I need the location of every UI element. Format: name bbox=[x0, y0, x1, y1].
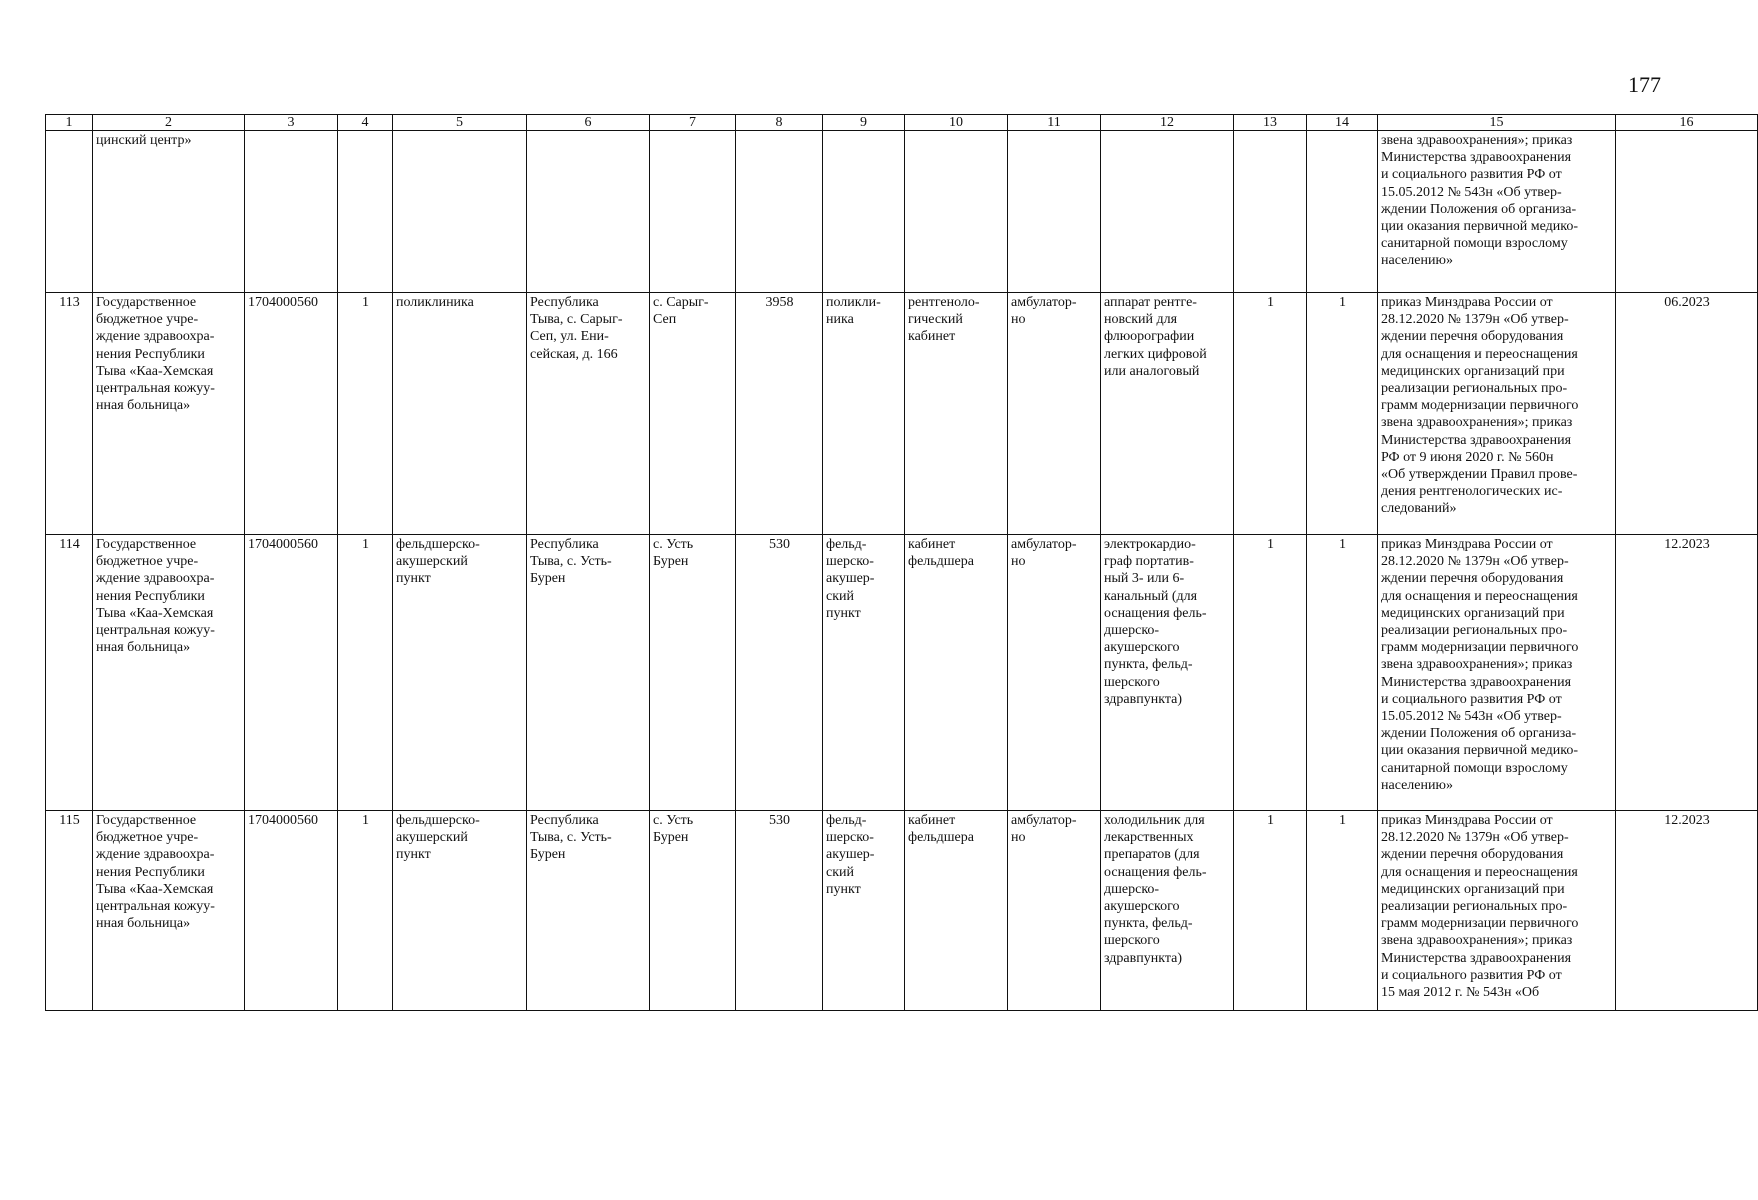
quantity-13 bbox=[1234, 131, 1307, 293]
address: Республика Тыва, с. Сарыг- Сеп, ул. Ени- сейская, д. 166 bbox=[527, 293, 650, 535]
care-form: амбулатор- но bbox=[1008, 811, 1101, 1011]
header-cell: 16 bbox=[1616, 115, 1758, 131]
header-cell: 13 bbox=[1234, 115, 1307, 131]
quantity-13: 1 bbox=[1234, 293, 1307, 535]
organization-name: Государственное бюджетное учре- ждение здравоохра- нения Республики Тыва «Каа-Хемская центральная кожуу- нная больница» bbox=[93, 293, 245, 535]
equipment-table bbox=[45, 114, 1758, 1011]
header-cell: 6 bbox=[527, 115, 650, 131]
equipment: аппарат рентге- новский для флюорографии легких цифровой или аналоговый bbox=[1101, 293, 1234, 535]
due-date bbox=[1616, 131, 1758, 293]
quantity-14: 1 bbox=[1307, 535, 1378, 811]
quantity-14 bbox=[1307, 131, 1378, 293]
organization-code: 1704000560 bbox=[245, 293, 338, 535]
quantity-14: 1 bbox=[1307, 293, 1378, 535]
settlement: с. Усть Бурен bbox=[650, 811, 736, 1011]
column-4-value bbox=[338, 131, 393, 293]
address: Республика Тыва, с. Усть- Бурен bbox=[527, 811, 650, 1011]
population: 530 bbox=[736, 811, 823, 1011]
unit-type: поликлиника bbox=[393, 293, 527, 535]
settlement bbox=[650, 131, 736, 293]
cabinet bbox=[905, 131, 1008, 293]
header-cell: 3 bbox=[245, 115, 338, 131]
row-number: 115 bbox=[46, 811, 93, 1011]
header-cell: 2 bbox=[93, 115, 245, 131]
due-date: 12.2023 bbox=[1616, 811, 1758, 1011]
care-form: амбулатор- но bbox=[1008, 293, 1101, 535]
header-cell: 12 bbox=[1101, 115, 1234, 131]
address bbox=[527, 131, 650, 293]
row-number: 114 bbox=[46, 535, 93, 811]
table-row bbox=[46, 811, 1758, 1011]
quantity-13: 1 bbox=[1234, 811, 1307, 1011]
due-date: 12.2023 bbox=[1616, 535, 1758, 811]
due-date: 06.2023 bbox=[1616, 293, 1758, 535]
organization-name: цинский центр» bbox=[93, 131, 245, 293]
page-number: 177 bbox=[1628, 72, 1661, 97]
organization-code: 1704000560 bbox=[245, 535, 338, 811]
header-cell: 5 bbox=[393, 115, 527, 131]
settlement: с. Сарыг- Сеп bbox=[650, 293, 736, 535]
header-cell: 10 bbox=[905, 115, 1008, 131]
unit-type bbox=[393, 131, 527, 293]
population bbox=[736, 131, 823, 293]
organization-name: Государственное бюджетное учре- ждение здравоохра- нения Республики Тыва «Каа-Хемская центральная кожуу- нная больница» bbox=[93, 811, 245, 1011]
unit-type: фельдшерско- акушерский пункт bbox=[393, 811, 527, 1011]
quantity-14: 1 bbox=[1307, 811, 1378, 1011]
care-form bbox=[1008, 131, 1101, 293]
header-cell: 1 bbox=[46, 115, 93, 131]
table-row bbox=[46, 131, 1758, 293]
cabinet: кабинет фельдшера bbox=[905, 811, 1008, 1011]
subdivision bbox=[823, 131, 905, 293]
header-cell: 9 bbox=[823, 115, 905, 131]
header-cell: 11 bbox=[1008, 115, 1101, 131]
care-form: амбулатор- но bbox=[1008, 535, 1101, 811]
header-cell: 7 bbox=[650, 115, 736, 131]
subdivision: фельд- шерско- акушер- ский пункт bbox=[823, 811, 905, 1011]
header-cell: 14 bbox=[1307, 115, 1378, 131]
equipment: электрокардио- граф портатив- ный 3- или 6- канальный (для оснащения фель- дшерско- акушерского пункта, фельд- шерского здравпункта) bbox=[1101, 535, 1234, 811]
subdivision: поликли- ника bbox=[823, 293, 905, 535]
address: Республика Тыва, с. Усть- Бурен bbox=[527, 535, 650, 811]
population: 530 bbox=[736, 535, 823, 811]
cabinet: кабинет фельдшера bbox=[905, 535, 1008, 811]
header-cell: 8 bbox=[736, 115, 823, 131]
settlement: с. Усть Бурен bbox=[650, 535, 736, 811]
quantity-13: 1 bbox=[1234, 535, 1307, 811]
column-4-value: 1 bbox=[338, 811, 393, 1011]
legal-basis: приказ Минздрава России от 28.12.2020 № 1379н «Об утвер- ждении перечня оборудования для оснащения и переоснащения медицинских организаций при реализации региональных про- грамм модернизации первичного звена здравоохранения»; приказ Министерства здравоохранения и социального развития РФ от 15.05.2012 № 543н «Об утвер- ждении Положения об организа- ции оказания первичной медико- санитарной помощи взрослому населению» bbox=[1378, 535, 1616, 811]
row-number bbox=[46, 131, 93, 293]
equipment: холодильник для лекарственных препаратов (для оснащения фель- дшерско- акушерского пункта, фельд- шерского здравпункта) bbox=[1101, 811, 1234, 1011]
table-row bbox=[46, 535, 1758, 811]
equipment bbox=[1101, 131, 1234, 293]
organization-name: Государственное бюджетное учре- ждение здравоохра- нения Республики Тыва «Каа-Хемская центральная кожуу- нная больница» bbox=[93, 535, 245, 811]
unit-type: фельдшерско- акушерский пункт bbox=[393, 535, 527, 811]
population: 3958 bbox=[736, 293, 823, 535]
header-cell: 15 bbox=[1378, 115, 1616, 131]
subdivision: фельд- шерско- акушер- ский пункт bbox=[823, 535, 905, 811]
row-number: 113 bbox=[46, 293, 93, 535]
header-row bbox=[46, 115, 1758, 131]
organization-code: 1704000560 bbox=[245, 811, 338, 1011]
table-row bbox=[46, 293, 1758, 535]
column-4-value: 1 bbox=[338, 535, 393, 811]
legal-basis: приказ Минздрава России от 28.12.2020 № 1379н «Об утвер- ждении перечня оборудования для оснащения и переоснащения медицинских организаций при реализации региональных про- грамм модернизации первичного звена здравоохранения»; приказ Министерства здравоохранения РФ от 9 июня 2020 г. № 560н «Об утверждении Правил прове- дения рентгенологических ис- следований» bbox=[1378, 293, 1616, 535]
legal-basis: приказ Минздрава России от 28.12.2020 № 1379н «Об утвер- ждении перечня оборудования для оснащения и переоснащения медицинских организаций при реализации региональных про- грамм модернизации первичного звена здравоохранения»; приказ Министерства здравоохранения и социального развития РФ от 15 мая 2012 г. № 543н «Об bbox=[1378, 811, 1616, 1011]
cabinet: рентгеноло- гический кабинет bbox=[905, 293, 1008, 535]
column-4-value: 1 bbox=[338, 293, 393, 535]
organization-code bbox=[245, 131, 338, 293]
legal-basis: звена здравоохранения»; приказ Министерства здравоохранения и социального развития РФ от 15.05.2012 № 543н «Об утвер- ждении Положения об организа- ции оказания первичной медико- санитарной помощи взрослому населению» bbox=[1378, 131, 1616, 293]
header-cell: 4 bbox=[338, 115, 393, 131]
